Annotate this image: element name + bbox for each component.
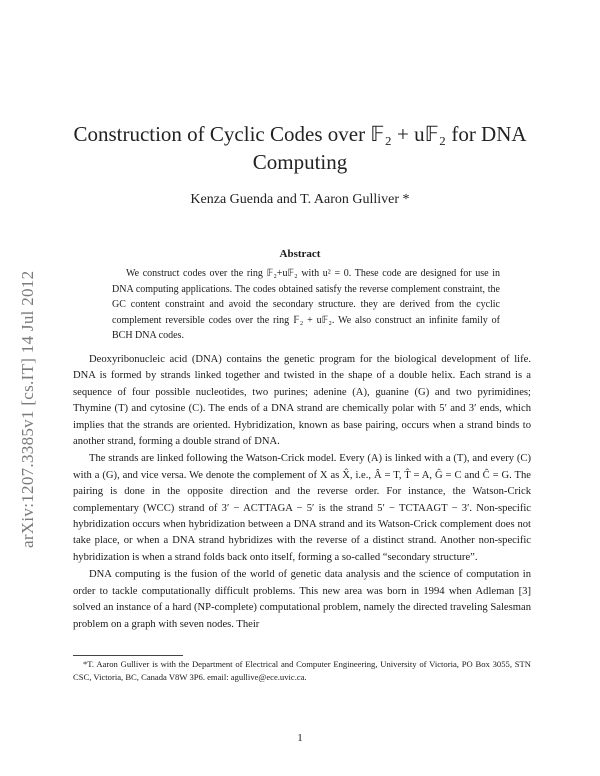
paper-title: Construction of Cyclic Codes over 𝔽₂ + u𝔽₂ for DNA Computing <box>73 122 527 174</box>
abstract-heading: Abstract <box>279 248 321 260</box>
paragraph-2: The strands are linked following the Watson-Crick model. Every (A) is linked with a (T), and every (C) with a (G), and vice versa. We denote the complement of X as X̂, i.e., Â = T, T̂ = A, Ĝ = C and Ĉ = G. The pairing is done in the opposite direction and the reverse order. For instance, the Watson-Crick complementary (WCC) strand of 3′ − ACTTAGA − 5′ is the strand 5′ − TCTAAGT − 3′. Non-specific hybridization occurs when hybridization between a DNA strand and its Watson-Crick complement does not take place, or when a DNA strand hybridizes with the reverse of a distinct strand. Another non-specific hybridization is when a strand folds back onto itself, forming a so-called “secondary structure”. <box>73 453 531 563</box>
page-number: 1 <box>297 732 303 744</box>
paper-authors: Kenza Guenda and T. Aaron Gulliver * <box>190 192 410 207</box>
arxiv-stamp: arXiv:1207.3385v1 [cs.IT] 14 Jul 2012 <box>18 270 37 548</box>
footnote: *T. Aaron Gulliver is with the Department of Electrical and Computer Engineering, University of Victoria, PO Box 3055, STN CSC, Victoria, BC, Canada V8W 3P6. email: agullive@ece.uvic.ca. <box>73 659 531 682</box>
abstract-text: We construct codes over the ring 𝔽₂+u𝔽₂ with u² = 0. These code are designed for use in DNA computing applications. The codes obtained satisfy the reverse complement constraint, the GC content constraint and avoid the secondary structure. they are derived from the cyclic complement reversible codes over the ring 𝔽₂ + u𝔽₂. We also construct an infinite family of BCH DNA codes. <box>112 268 500 342</box>
footnote-rule <box>73 655 183 656</box>
body-text <box>73 352 531 634</box>
paragraph-1: Deoxyribonucleic acid (DNA) contains the genetic program for the biological development of life. DNA is formed by strands linked together and twisted in the shape of a double helix. Each strand is a sequence of four possible nucleotides, two purines; adenine (A), guanine (G) and two pyrimidines; Thymine (T) and cytosine (C). The ends of a DNA strand are chemically polar with 5′ and 3′ ends, which implies that the strands are oriented. Hybridization, known as base pairing, occurs when a strand binds to another strand, forming a double strand of DNA. <box>73 354 531 448</box>
paragraph-3: DNA computing is the fusion of the world of genetic data analysis and the science of computation in order to tackle computationally difficult problems. This new area was born in 1994 when Adleman [3] solved an instance of a hard (NP-complete) computational problem, namely the directed traveling Salesman problem on a graph with seven nodes. Their <box>73 569 531 630</box>
